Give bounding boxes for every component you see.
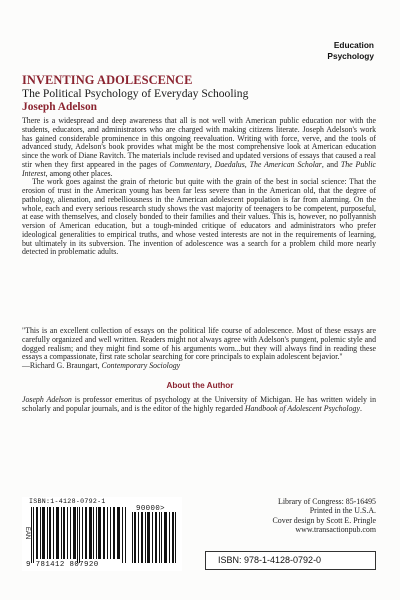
publisher-info [186,497,376,535]
barcode-image [30,507,127,563]
category-label [327,40,374,62]
handbook-title: Handbook of Adolescent Psychology [244,403,360,413]
book-subtitle: The Political Psychology of Everyday Schooling [22,87,249,100]
printed-in: Printed in the U.S.A. [309,506,376,516]
description-paragraph-2: The work goes against the grain of rhetoric but quite with the grain of the best in social science: That the erosion of trust in the American young has been far less severe than in the American old, that the degree of pathology, alienation, and rebelliousness in the American adolescent population is far from alarming. On the whole, each and every serious research study shows the vast majority of teenagers to be competent, purposeful, at ease with themselves, and closely bonded to their families and their values. This is, however, no pollyannish version of American education, but a tough-minded critique of educators and administrators who prefer ideological generalities to empirical truths, and whose vested interests are not in the requirements of learning, but ultimately in its subversion. The invention of adolescence was a search for a problem child more nearly detected in problematic adults. [22,177,376,257]
journal-commentary: Commentary [169,159,210,169]
about-author-name: Joseph Adelson [22,395,72,404]
journal-public-interest: The Public Interest [22,159,376,178]
isbn-box: ISBN: 978-1-4128-0792-0 [205,551,376,570]
review-text: "This is an excellent collection of essays on the political life course of adolescence. Most of these essays are carefully organized and well written. Readers might not always agree with Adelson's pungent, polemic style and dogged realism; and they might find some of his arguments worn...but they will always find in reading these essays a compassionate, first rate scholar searching for core principals to explain adolescent bejavior." [22,326,376,362]
book-description [22,117,376,257]
barcode-digits: 9 781412 807920 [26,561,99,569]
category-psychology: Psychology [327,51,374,61]
library-of-congress: Library of Congress: 85-16495 [278,497,376,506]
barcode-panel [22,497,182,571]
review-attribution: —Richard G. Braungart, [22,361,102,370]
barcode-addon-image [132,512,177,563]
review-source: Contemporary Sociology [101,361,181,370]
description-paragraph-1: There is a widespread and deep awareness that all is not well with American public education nor with the students, educators, and administrators who are charged with making citizens literate. Joseph Adelson's work has gained considerable prominence in this ongoing reevaluation. Writing with force, verve, and the tools of advanced study, Adelson's book provides what might be the most comprehensive look at American education since the work of Diane Ravitch. The materials include revised and updated versions of essays that caused a real stir when they first appeared in the pages of Commentary, Daedalus, The American Scholar, and The Public Interest, among other places. [22,116,376,178]
review-quote [22,327,376,371]
barcode-isbn-text: ISBN:1-4128-0792-1 [29,498,106,505]
about-author-heading: About the Author [166,381,234,390]
book-title: INVENTING ADOLESCENCE [22,73,193,87]
about-author-text: Joseph Adelson is professor emeritus of psychology at the University of Michigan. He has written widely in scholarly and popular journals, and is the editor of the highly regarded Handbook of Adolescent Psychology. [22,395,376,413]
barcode-addon-digits: 90000> [136,505,166,513]
book-author: Joseph Adelson [22,101,98,113]
journal-american-scholar: The American Scholar [249,159,322,169]
category-education: Education [333,40,374,50]
publisher-url: www.transactionpub.com [295,525,376,535]
journal-daedalus: Daedalus [214,159,245,169]
ean-label: EAN [24,526,31,540]
cover-design: Cover design by Scott E. Pringle [272,515,376,525]
